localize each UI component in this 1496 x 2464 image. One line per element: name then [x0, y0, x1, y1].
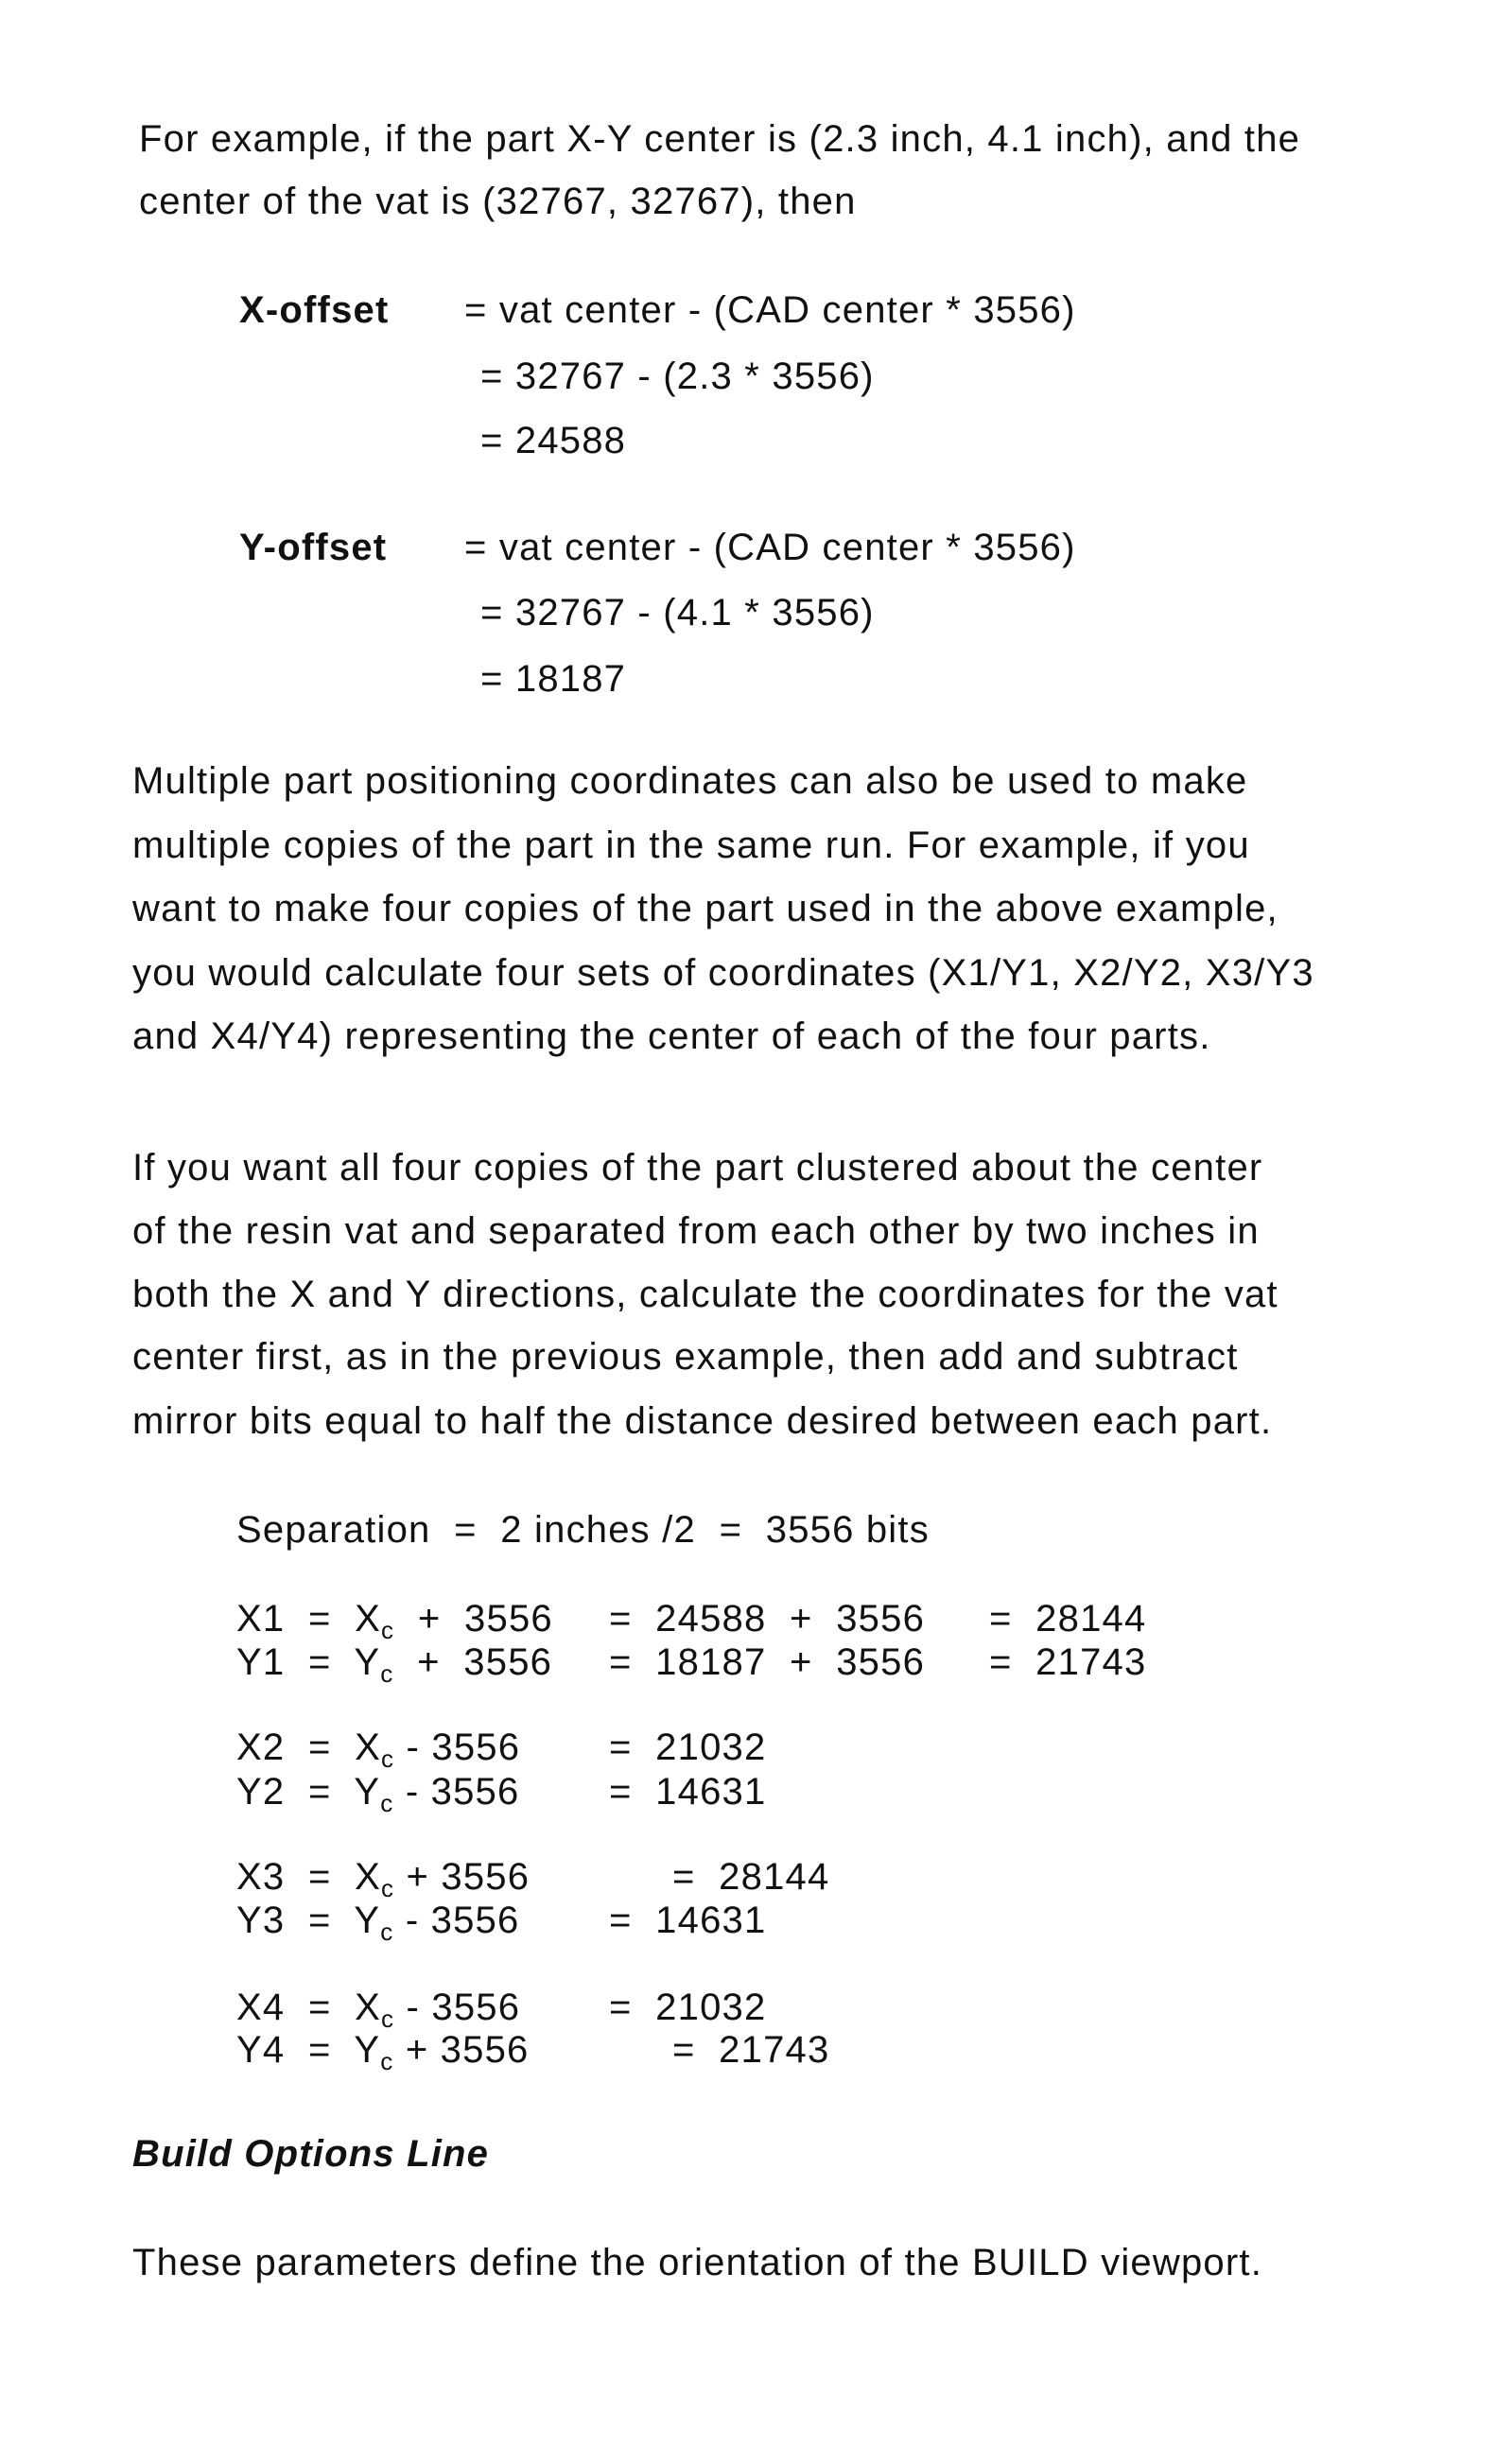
subscript: c [381, 2004, 394, 2033]
coord-mid: = 14631 [609, 1773, 766, 1811]
coord-op: + 3556 [394, 2029, 530, 2071]
intro-line: For example, if the part X-Y center is (2.3 inch, 4.1 inch), and the [139, 120, 1300, 158]
coord-result: = 28144 [989, 1600, 1146, 1638]
y-offset-eq: = 18187 [480, 660, 626, 698]
coord-var: Y2 = Y [236, 1771, 380, 1813]
section-heading: Build Options Line [132, 2135, 489, 2173]
coord-var: Y3 = Y [236, 1900, 380, 1941]
x-offset-eq: = vat center - (CAD center * 3556) [464, 291, 1076, 329]
coord-mid: = 21032 [609, 1728, 766, 1766]
paragraph-line: center first, as in the previous example, then add and subtract [132, 1338, 1239, 1376]
coord-lhs [236, 1901, 519, 1939]
coord-mid: = 21032 [609, 1988, 766, 2026]
y-offset-eq: = 32767 - (4.1 * 3556) [480, 594, 875, 632]
x-offset-eq: = 32767 - (2.3 * 3556) [480, 357, 875, 395]
subscript: c [380, 1659, 393, 1688]
coord-op: - 3556 [394, 1727, 520, 1768]
coord-lhs [236, 1988, 520, 2026]
paragraph-line: both the X and Y directions, calculate the coordinates for the vat [132, 1275, 1279, 1313]
paragraph-line: of the resin vat and separated from each other by two inches in [132, 1212, 1260, 1250]
coord-result: = 21743 [989, 1643, 1146, 1681]
y-offset-label: Y-offset [239, 529, 387, 566]
subscript: c [381, 1744, 394, 1773]
x-offset-label: X-offset [239, 291, 390, 329]
subscript: c [381, 1616, 394, 1644]
paragraph-line: If you want all four copies of the part clustered about the center [132, 1149, 1262, 1187]
coord-op: - 3556 [394, 1771, 520, 1813]
coord-var: X2 = X [236, 1727, 381, 1768]
coord-lhs [236, 1643, 552, 1681]
paragraph-line: multiple copies of the part in the same run. For example, if you [132, 826, 1250, 864]
coord-op: + 3556 [394, 1598, 553, 1640]
paragraph-line: These parameters define the orientation of the BUILD viewport. [132, 2244, 1262, 2282]
x-offset-eq: = 24588 [480, 422, 626, 460]
coord-mid: = 24588 + 3556 [609, 1600, 925, 1638]
coord-var: X4 = X [236, 1987, 381, 2028]
coord-lhs [236, 1858, 530, 1896]
coord-lhs [236, 2031, 529, 2069]
coord-op: - 3556 [394, 1987, 520, 2028]
subscript: c [380, 1789, 393, 1817]
coord-result: = 28144 [672, 1858, 829, 1896]
paragraph-line: you would calculate four sets of coordinates (X1/Y1, X2/Y2, X3/Y3 [132, 954, 1314, 992]
intro-line: center of the vat is (32767, 32767), then [139, 182, 857, 220]
coord-op: - 3556 [394, 1900, 520, 1941]
coord-op: + 3556 [394, 1856, 530, 1898]
subscript: c [380, 2047, 393, 2075]
paragraph-line: Multiple part positioning coordinates can also be used to make [132, 762, 1248, 800]
y-offset-eq: = vat center - (CAD center * 3556) [464, 529, 1076, 566]
coord-var: X1 = X [236, 1598, 381, 1640]
coord-lhs [236, 1773, 519, 1811]
separation-eq: Separation = 2 inches /2 = 3556 bits [236, 1511, 930, 1549]
coord-var: X3 = X [236, 1856, 381, 1898]
coord-var: Y1 = Y [236, 1641, 380, 1683]
coord-var: Y4 = Y [236, 2029, 380, 2071]
paragraph-line: mirror bits equal to half the distance desired between each part. [132, 1402, 1272, 1440]
paragraph-line: and X4/Y4) representing the center of each of the four parts. [132, 1017, 1211, 1055]
coord-mid: = 18187 + 3556 [609, 1643, 925, 1681]
coord-op: + 3556 [394, 1641, 553, 1683]
subscript: c [381, 1874, 394, 1902]
coord-result: = 21743 [672, 2031, 829, 2069]
coord-mid: = 14631 [609, 1901, 766, 1939]
paragraph-line: want to make four copies of the part used in the above example, [132, 890, 1279, 928]
coord-lhs [236, 1728, 520, 1766]
coord-lhs [236, 1600, 553, 1638]
subscript: c [380, 1917, 393, 1946]
